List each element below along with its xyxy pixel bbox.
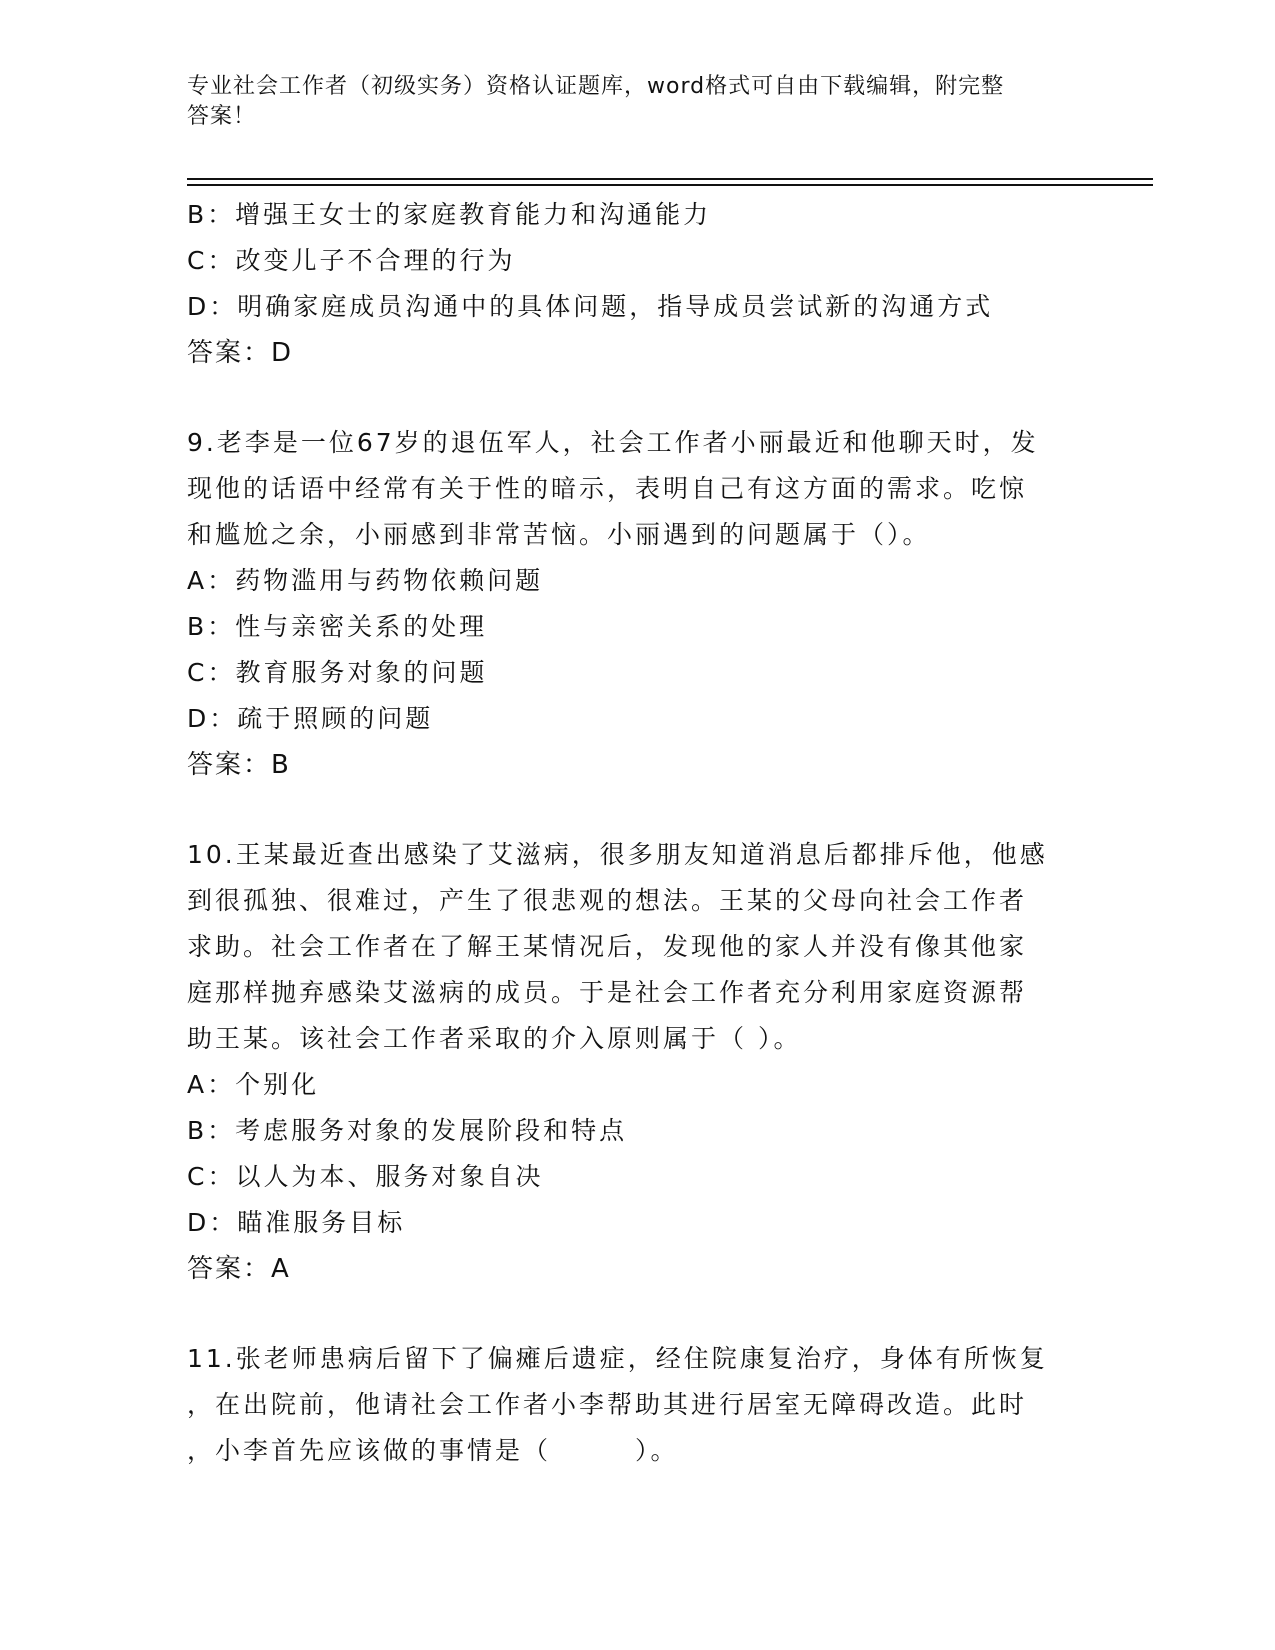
q11-text-line-3: ，小李首先应该做的事情是（ ）。 (187, 1436, 679, 1465)
q10-text-line-5: 助王某。该社会工作者采取的介入原则属于（ ）。 (187, 1024, 802, 1053)
q8-option-b: B：增强王女士的家庭教育能力和沟通能力 (187, 200, 712, 229)
q10-text-line-2: 到很孤独、很难过，产生了很悲观的想法。王某的父母向社会工作者 (187, 886, 1028, 915)
header-line-2: 答案！ (187, 104, 257, 129)
q10-text-line-3: 求助。社会工作者在了解王某情况后，发现他的家人并没有像其他家 (187, 932, 1028, 961)
q8-option-d: D：明确家庭成员沟通中的具体问题，指导成员尝试新的沟通方式 (187, 292, 994, 321)
question-9 (187, 420, 1087, 788)
q10-text-line-1: 10.王某最近查出感染了艾滋病，很多朋友知道消息后都排斥他，他感 (187, 840, 1048, 869)
q10-option-b: B：考虑服务对象的发展阶段和特点 (187, 1116, 628, 1145)
q10-answer: 答案：A (187, 1254, 291, 1284)
question-10 (187, 832, 1087, 1292)
header-rule-bottom (187, 184, 1153, 186)
header-line-1: 专业社会工作者（初级实务）资格认证题库，word格式可自由下载编辑，附完整 (187, 74, 1005, 99)
q10-text-line-4: 庭那样抛弃感染艾滋病的成员。于是社会工作者充分利用家庭资源帮 (187, 978, 1028, 1007)
q11-text-line-2: ，在出院前，他请社会工作者小李帮助其进行居室无障碍改造。此时 (187, 1390, 1028, 1419)
q9-text-line-1: 9.老李是一位67岁的退伍军人，社会工作者小丽最近和他聊天时，发 (187, 428, 1039, 457)
q8-answer: 答案：D (187, 338, 294, 368)
document-header (187, 72, 1087, 132)
q9-text-line-2: 现他的话语中经常有关于性的暗示，表明自己有这方面的需求。吃惊 (187, 474, 1028, 503)
q10-option-a: A：个别化 (187, 1070, 320, 1099)
q9-answer: 答案：B (187, 750, 291, 780)
q10-option-c: C：以人为本、服务对象自决 (187, 1162, 544, 1191)
q11-text-line-1: 11.张老师患病后留下了偏瘫后遗症，经住院康复治疗，身体有所恢复 (187, 1344, 1048, 1373)
q8-option-c: C：改变儿子不合理的行为 (187, 246, 516, 275)
q9-option-b: B：性与亲密关系的处理 (187, 612, 488, 641)
q9-option-c: C：教育服务对象的问题 (187, 658, 488, 687)
q9-option-d: D：疏于照顾的问题 (187, 704, 434, 733)
q9-text-line-3: 和尴尬之余，小丽感到非常苦恼。小丽遇到的问题属于（）。 (187, 520, 931, 549)
question-8-continued (187, 192, 1087, 376)
header-rule-top (187, 178, 1153, 180)
question-11 (187, 1336, 1087, 1474)
q10-option-d: D：瞄准服务目标 (187, 1208, 406, 1237)
document-body (187, 192, 1087, 1474)
q9-option-a: A：药物滥用与药物依赖问题 (187, 566, 544, 595)
